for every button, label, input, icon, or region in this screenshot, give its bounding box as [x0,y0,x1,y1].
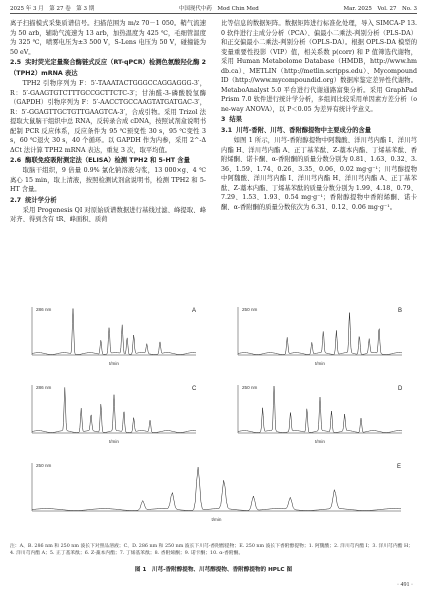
axes [32,385,196,433]
wavelength-label: 250 nm [36,463,52,468]
chromatogram-trace [32,387,196,432]
axes [32,463,401,511]
chromatogram-b [224,297,414,367]
header-date: Mar. 2025 Vol. 27 No. 3 [343,5,417,12]
paragraph: 离子扫描模式采集质谱信号。扫描范围为 m/z 70－1 050。鞘气流速为 50 arb，辅助气流速为 13 arb，加热温度为 425 ℃，毛细管温度为 325 ℃，喷雾电压为±3 500 V，S-Lens 电压为 50 V，碰撞能为 50 eV。 [10,20,206,56]
right-column [221,19,417,212]
axes [238,307,402,355]
panel-label: E [397,464,402,470]
chromatogram-trace [32,309,196,355]
paragraph: 如图 1 所示，川芎-香附醇提物中阿魏酸、洋川芎内酯 I、洋川芎内酯 H、洋川芎内酯 A、正丁基苯酞、Z-藁本内酯、丁烯基苯酞、香附烯酮、诺卡酮、α-香附酮的质量分数分别为 0.81、1.63、0.32、3.36、1.59、1.74、0.26、3.35、0.06、0.02 mg·g⁻¹；川芎醇提物中阿魏酸、洋川芎内酯 I、洋川芎内酯 H、洋川芎内酯 A、正丁基苯酞、Z-藁本内酯、丁烯基苯酞的质量分数分别为 1.99、4.18、0.79、7.29、1.53、1.93、0.54 mg·g⁻¹；香附醇提物中香附烯酮、诺卡酮、α-香附酮的质量分数依次为 6.31、0.12、0.06 mg·g⁻¹。 [221,137,417,211]
header-issue: 2025 年 3 月 第 27 卷 第 3 期 [10,5,95,12]
figure-caption: 图 1 川芎-香附醇提物、川芎醇提物、香附醇提物的 HPLC 图 [134,567,293,573]
paragraph: 取脑干组织，9 倍量 0.9% 氯化钠溶液匀浆，13 000×g、4 ℃离心 15 min，取上清液，按照检测试剂盒说明书，检测 TPH2 和 5-HT 含量。 [10,167,206,193]
x-axis-label: t/min [315,439,325,444]
chromatogram-d [224,375,414,445]
panel-label: C [192,386,197,392]
wavelength-label: 250 nm [242,307,258,312]
figure-note: 注：A、B. 286 nm 和 250 nm 波长下对照品溶液；C、D. 286 nm 和 250 nm 波长下川芎-香附醇提物；E. 250 nm 波长下香附醇提物；1. 阿魏酸；2. 洋川芎内酯 I；3. 洋川芎内酯 H；4. 洋川芎内酯 A；5. 正丁基苯酞；6. Z-藁本内酯；7. 丁烯基苯酞；8. 香附烯酮；9. 诺卡酮；10. α-香附酮。 [10,544,413,556]
chromatogram-a [18,297,208,367]
page-number: · 491 · [397,582,413,588]
wavelength-label: 250 nm [242,385,258,390]
axes [32,307,196,355]
paragraph: 比等信息的数据矩阵。数据矩阵进行标准化处理，导入 SIMCA-P 13.0 软件进行主成分分析（PCA）、偏最小二乘法-判别分析（PLS-DA）和正交偏最小二乘法-判别分析（OPLS-DA）。根据 OPLS-DA 模型的变量重要性投影（VIP）值，相关系数 p(corr) 和 P 值筛选代谢物，采用 Human Metabolome Database（HMDB，http://www.hmdb.ca）、METLIN（http://metlin.scripps.edu）、Mycompound ID（http://www.mycompoundid.org）数据库鉴定差异性代谢物。MetaboAnalyst 5.0 平台进行代谢通路富集分析。采用 GraphPad Prism 7.0 软件进行统计学分析，多组间比较采用单因素方差分析（one-way ANOVA），以 P＜0.05 为差异有统计学意义。 [221,20,417,113]
running-header [10,3,417,14]
x-axis-label: t/min [211,517,222,522]
chromatogram-panel-b [224,297,414,367]
chromatogram-c [18,375,208,445]
x-axis-label: t/min [315,361,325,366]
chromatogram-panel-a [18,297,208,367]
section-heading-2-6: 2.6 酶联免疫吸附测定法（ELISA）检测 TPH2 和 5-HT 含量 [10,157,190,164]
x-axis-label: t/min [109,439,119,444]
section-heading-2-7: 2.7 统计学分析 [10,196,57,204]
left-column [10,19,206,225]
chromatogram-trace [238,313,402,355]
chromatogram-panel-c [18,375,208,445]
chromatogram-trace [32,467,401,510]
chromatogram-panel-e [18,453,418,523]
chromatogram-panel-d [224,375,414,445]
figure-1 [10,297,417,537]
x-axis-label: t/min [109,361,119,366]
wavelength-label: 286 nm [36,385,52,390]
panel-label: B [398,308,403,314]
chromatogram-trace [238,386,402,432]
header-journal: 中国现代中药 Mod Chin Med [178,5,259,12]
panel-label: D [398,386,403,392]
section-heading-3: 3 结果 [221,116,242,123]
section-heading-3-1: 3.1 川芎-香附、川芎、香附醇提物中主要成分的含量 [221,127,372,134]
wavelength-label: 286 nm [36,307,52,312]
section-heading-2-5: 2.5 实时荧光定量聚合酶链式反应（RT-qPCR）检测色氨酸羟化酶 2（TPH2）mRNA 表达 [10,59,206,77]
paragraph: TPH2 引物序列为 F：5′-TAAATACTGGGCCAGGAGGG-3′，R：5′-GAAGTGTCTTTGCCGCTTCTC-3′；甘油醛-3-磷酸脱氢酶（GAPDH）引物序列为 F：5′-AACCTGCCAAGTATGATGAC-3′，R：5′-GGAGTTGCTGTTGAAGTCA-3′，合成引物。采用 Trizol 法提取大鼠脑干组织中总 RNA，反转录合成 cDNA，按照试剂盒说明书配制 PCR 反应体系，反应条件为 95 ℃预变性 30 s，95 ℃变性 3 s，60 ℃退火 30 s，40 个循环。以 GAPDH 作为内参，采用 2^-ΔΔCt 法计算 TPH2 mRNA 表达，重复 3 次，取平均值。 [10,80,206,154]
chromatogram-e [18,453,413,523]
paragraph: 采用 Progenesis QI 对原始质谱数据进行基线过滤、峰提取、峰对齐、得到含有 tR、峰面积、质荷 [10,206,206,223]
panel-label: A [192,308,197,314]
